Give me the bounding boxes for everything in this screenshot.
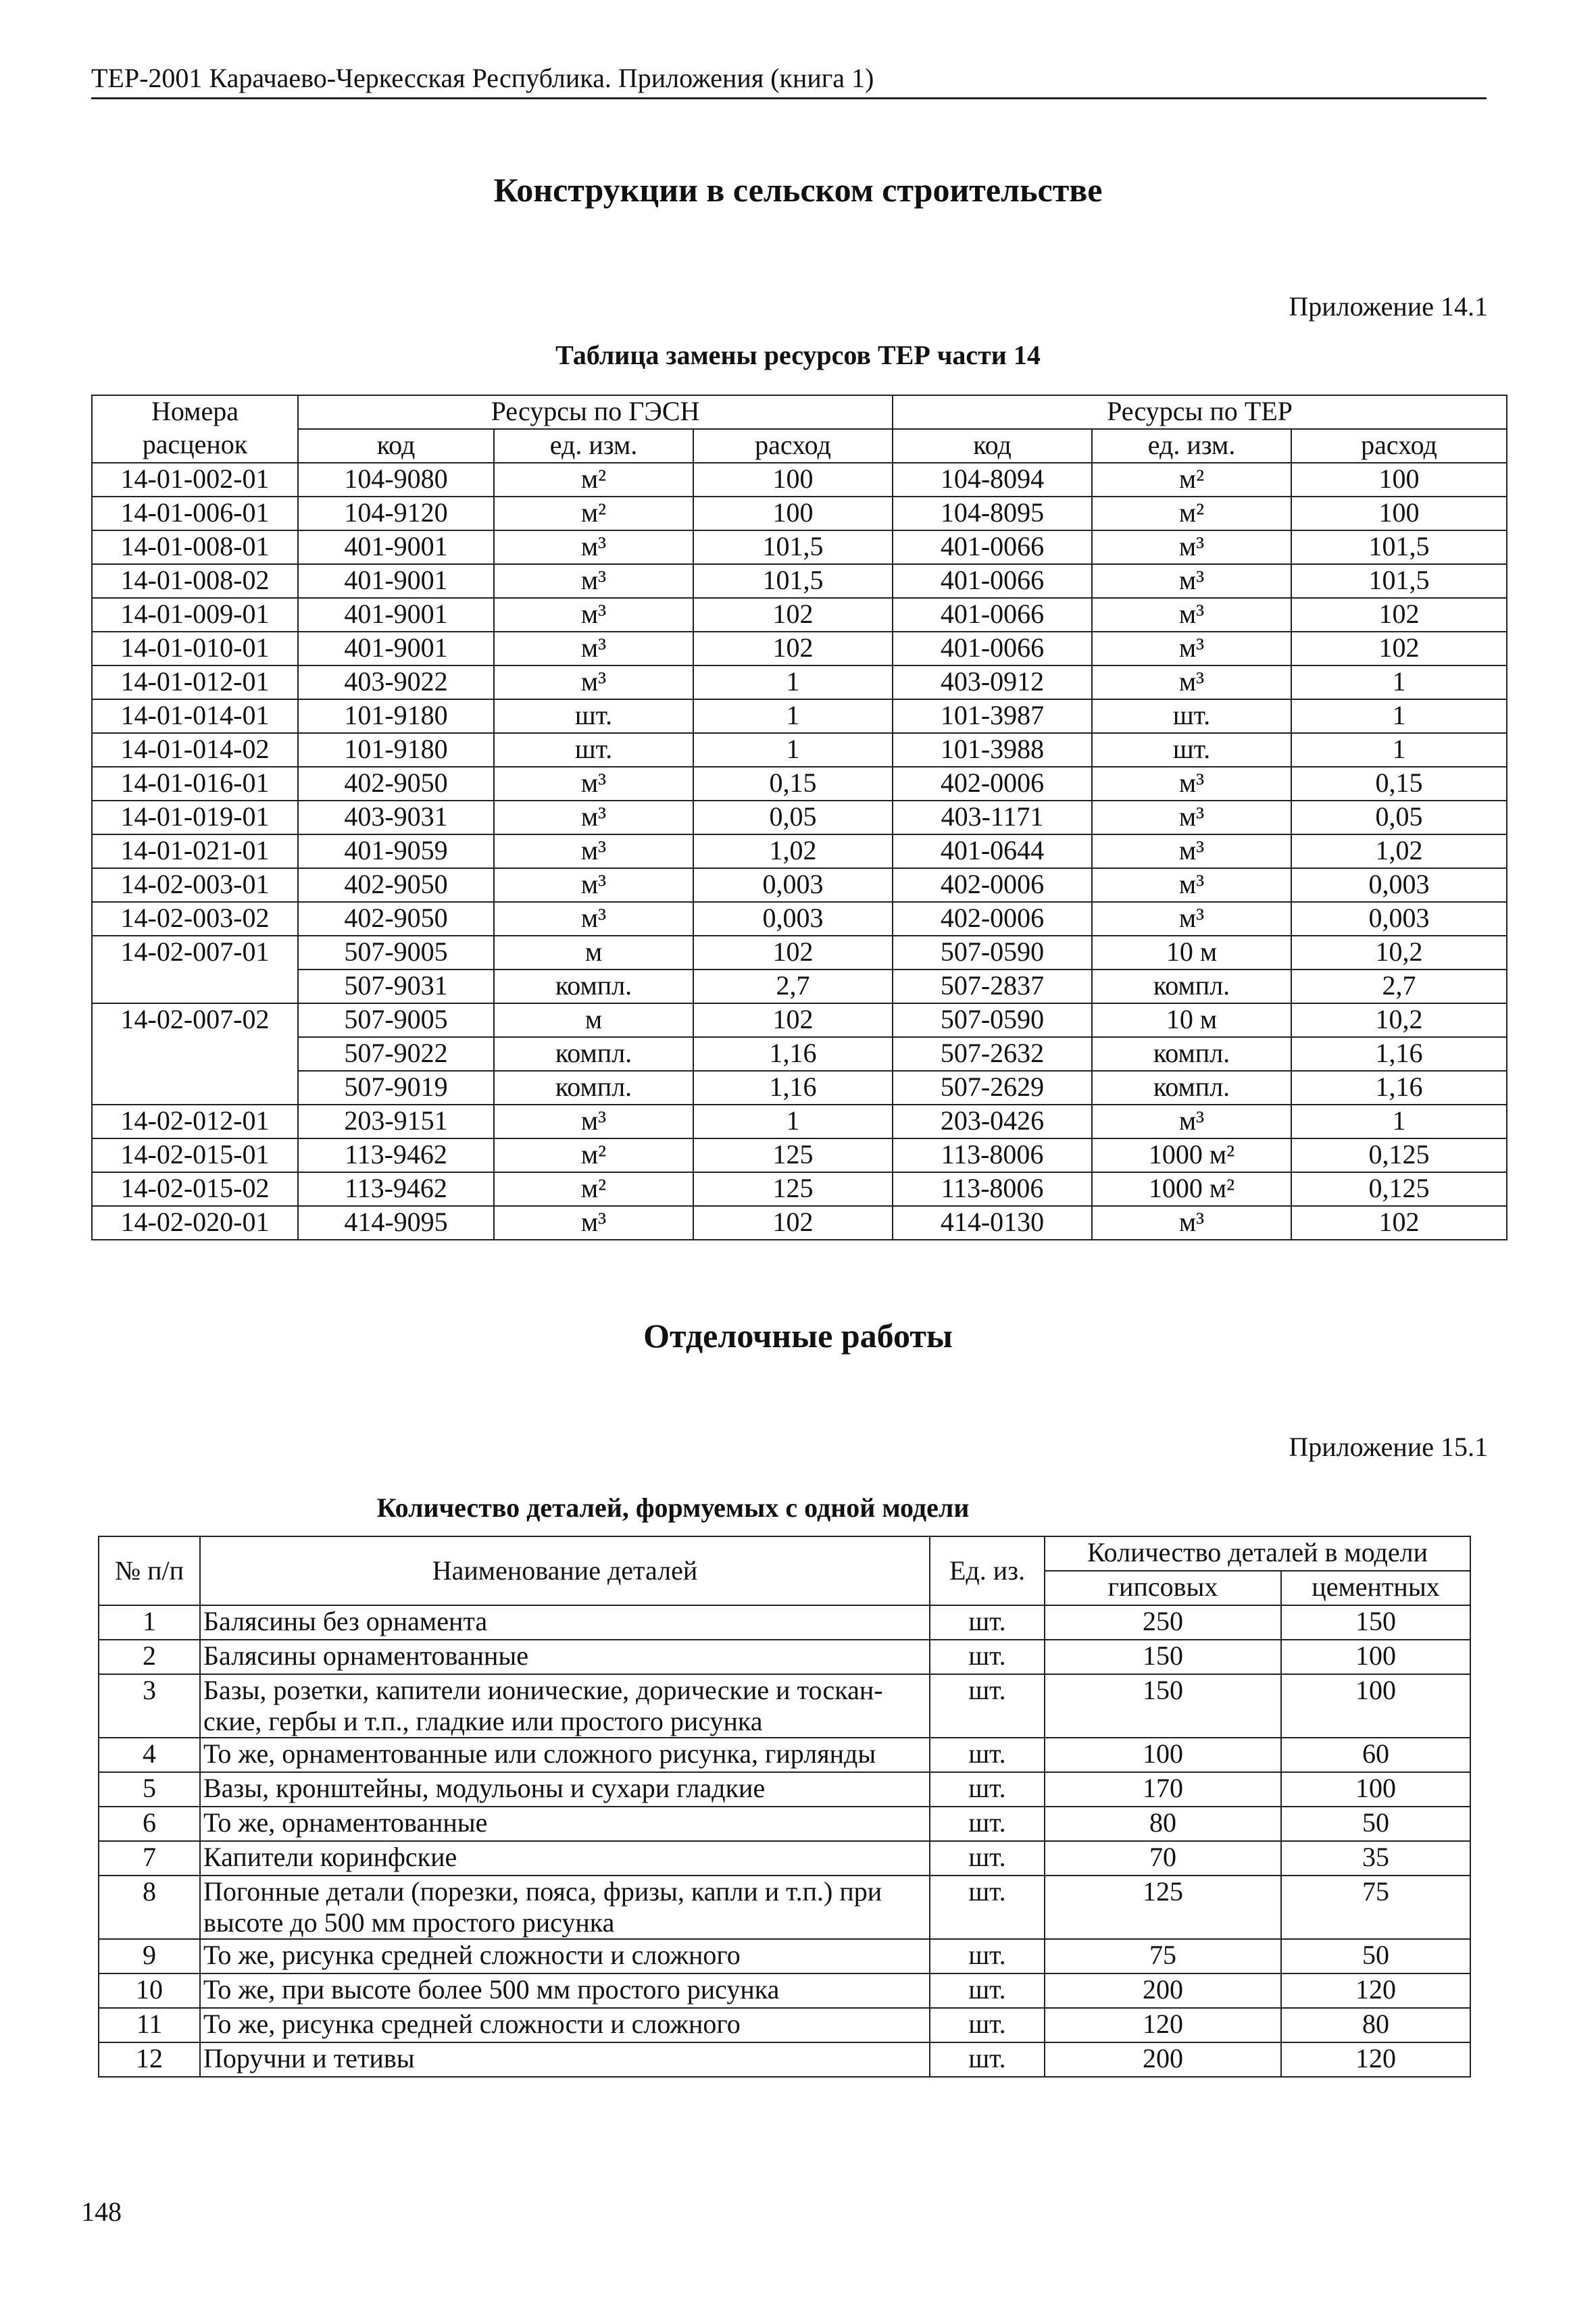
table-cell-tu: 1000 м²	[1092, 1172, 1291, 1206]
table-cell-u: шт.	[930, 1605, 1045, 1640]
table-cell-gu: компл.	[494, 1037, 693, 1071]
table-cell-tr: 0,003	[1291, 868, 1507, 902]
table-cell-gr: 1	[693, 699, 893, 733]
table-cell-gu: м³	[494, 868, 693, 902]
table-row	[92, 632, 1507, 665]
table-cell-tc: 402-0006	[893, 868, 1092, 902]
table-row	[92, 564, 1507, 598]
table-cell-gc: 401-9001	[298, 564, 494, 598]
table-cell-tu: м³	[1092, 801, 1291, 834]
table-cell-gr: 0,05	[693, 801, 893, 834]
table-cell-gu: м³	[494, 1105, 693, 1138]
table-cell-gr: 1	[693, 733, 893, 767]
table-cell-gc: 401-9001	[298, 530, 494, 564]
table-cell-gu: м³	[494, 598, 693, 632]
table-cell-gr: 1,02	[693, 834, 893, 868]
table-cell-g: 150	[1045, 1640, 1281, 1674]
table-cell-tr: 0,125	[1291, 1138, 1507, 1172]
table-cell-name: Вазы, кронштейны, модульоны и сухари гладкие	[200, 1772, 930, 1807]
table-cell-tc: 401-0066	[893, 530, 1092, 564]
col-header-rates: расценок	[92, 429, 298, 463]
table-row	[92, 733, 1507, 767]
table-cell-tr: 1,02	[1291, 834, 1507, 868]
table-cell-tr: 10,2	[1291, 936, 1507, 970]
table-row	[99, 1876, 1470, 1939]
table-cell-tu: 10 м	[1092, 936, 1291, 970]
table-cell-gc: 402-9050	[298, 868, 494, 902]
table-cell-u: шт.	[930, 2042, 1045, 2077]
table-cell-tr: 0,15	[1291, 767, 1507, 801]
table-cell-name: Поручни и тетивы	[200, 2042, 930, 2077]
table-cell-tc: 401-0644	[893, 834, 1092, 868]
table-cell-n: 14-01-006-01	[92, 497, 298, 530]
table-row	[92, 1206, 1507, 1240]
table-cell-tc: 401-0066	[893, 598, 1092, 632]
resources-table-body	[92, 463, 1507, 1240]
table-cell-gc: 403-9022	[298, 665, 494, 699]
table-cell-tc: 507-0590	[893, 1003, 1092, 1037]
details-table-body	[99, 1605, 1470, 2077]
section-title-construction: Конструкции в сельском строительстве	[493, 171, 1103, 209]
table-cell-gc: 403-9031	[298, 801, 494, 834]
table-cell-gu: шт.	[494, 733, 693, 767]
table-cell-n: 14-01-021-01	[92, 834, 298, 868]
col-header-ter: Ресурсы по ТЕР	[893, 395, 1507, 429]
table-cell-gu: компл.	[494, 970, 693, 1003]
table-row	[92, 902, 1507, 936]
table-cell-n: 14-01-009-01	[92, 598, 298, 632]
table-cell-tc: 101-3987	[893, 699, 1092, 733]
table-cell-gc: 401-9001	[298, 632, 494, 665]
table-cell-tr: 0,125	[1291, 1172, 1507, 1206]
table-cell-tc: 101-3988	[893, 733, 1092, 767]
table-cell-tu: м³	[1092, 767, 1291, 801]
table-cell-tr: 100	[1291, 463, 1507, 497]
table-cell-name: Базы, розетки, капители ионические, дорические и тоскан-ские, гербы и т.п., гладкие или простого рисунка	[200, 1674, 930, 1738]
table-cell-gc: 104-9120	[298, 497, 494, 530]
table-cell-n: 14-02-020-01	[92, 1206, 298, 1240]
table-cell-no: 4	[99, 1738, 200, 1772]
table-cell-tc: 113-8006	[893, 1172, 1092, 1206]
page-number: 148	[81, 2196, 122, 2227]
table-cell-no: 7	[99, 1841, 200, 1876]
table-cell-gr: 125	[693, 1138, 893, 1172]
table-cell-gu: м³	[494, 767, 693, 801]
table-cell-g: 75	[1045, 1939, 1281, 1973]
table-cell-gu: м²	[494, 1138, 693, 1172]
table-cell-no: 9	[99, 1939, 200, 1973]
table-cell-gu: м³	[494, 632, 693, 665]
table-row	[99, 2042, 1470, 2077]
table-cell-name: Капители коринфские	[200, 1841, 930, 1876]
table-cell-tr: 102	[1291, 598, 1507, 632]
table-row	[92, 936, 1507, 970]
table-cell-tu: м³	[1092, 902, 1291, 936]
table-cell-n: 14-02-007-02	[92, 1003, 298, 1037]
table-cell-tr: 100	[1291, 497, 1507, 530]
table-cell-u: шт.	[930, 1640, 1045, 1674]
appendix-label-15-1: Приложение 15.1	[1289, 1432, 1488, 1462]
table-cell-c: 50	[1281, 1807, 1470, 1841]
table-row	[92, 801, 1507, 834]
table-cell-c: 80	[1281, 2008, 1470, 2042]
table-cell-tc: 401-0066	[893, 564, 1092, 598]
col-header-quantity: Количество деталей в модели	[1045, 1536, 1470, 1571]
table-cell-name: То же, рисунка средней сложности и сложного	[200, 1939, 930, 1973]
table-row	[99, 1973, 1470, 2008]
col-header-gesn-code: код	[298, 429, 494, 463]
table-cell-c: 100	[1281, 1640, 1470, 1674]
table-cell-gc: 507-9019	[298, 1071, 494, 1105]
table-cell-tc: 401-0066	[893, 632, 1092, 665]
table-cell-u: шт.	[930, 1973, 1045, 2008]
table-cell-g: 120	[1045, 2008, 1281, 2042]
col-header-gesn: Ресурсы по ГЭСН	[298, 395, 893, 429]
table-cell-gc: 401-9001	[298, 598, 494, 632]
table-cell-gc: 402-9050	[298, 767, 494, 801]
table-cell-n: 14-02-003-01	[92, 868, 298, 902]
table-cell-gr: 102	[693, 598, 893, 632]
table-cell-tc: 507-2837	[893, 970, 1092, 1003]
table-cell-n	[92, 1071, 298, 1105]
table-row	[92, 497, 1507, 530]
table-row	[92, 767, 1507, 801]
table-cell-g: 80	[1045, 1807, 1281, 1841]
col-header-gypsum: гипсовых	[1045, 1571, 1281, 1605]
table-cell-name: То же, рисунка средней сложности и сложного	[200, 2008, 930, 2042]
table-cell-tr: 1	[1291, 733, 1507, 767]
table-title-resources: Таблица замены ресурсов ТЕР части 14	[555, 340, 1041, 370]
table-cell-c: 150	[1281, 1605, 1470, 1640]
table-cell-gc: 507-9005	[298, 936, 494, 970]
table-row	[99, 1841, 1470, 1876]
table-cell-gu: м³	[494, 665, 693, 699]
table-row	[92, 1105, 1507, 1138]
col-header-cement: цементных	[1281, 1571, 1470, 1605]
table-cell-gc: 101-9180	[298, 733, 494, 767]
details-per-model-table	[98, 1536, 1471, 2078]
table-cell-n: 14-01-008-01	[92, 530, 298, 564]
table-cell-tr: 102	[1291, 632, 1507, 665]
table-cell-gr: 101,5	[693, 564, 893, 598]
table-cell-gu: м³	[494, 564, 693, 598]
table-cell-gr: 101,5	[693, 530, 893, 564]
table-cell-no: 11	[99, 2008, 200, 2042]
table-cell-c: 35	[1281, 1841, 1470, 1876]
table-cell-tc: 104-8094	[893, 463, 1092, 497]
table-cell-g: 200	[1045, 1973, 1281, 2008]
table-cell-tr: 1	[1291, 699, 1507, 733]
table-cell-tu: м³	[1092, 1105, 1291, 1138]
table-cell-gr: 2,7	[693, 970, 893, 1003]
table-cell-no: 3	[99, 1674, 200, 1738]
table-cell-tu: 1000 м²	[1092, 1138, 1291, 1172]
col-header-gesn-unit: ед. изм.	[494, 429, 693, 463]
table-cell-gc: 104-9080	[298, 463, 494, 497]
table-cell-c: 60	[1281, 1738, 1470, 1772]
table-cell-tu: шт.	[1092, 699, 1291, 733]
table-cell-gr: 102	[693, 1003, 893, 1037]
table-cell-tc: 203-0426	[893, 1105, 1092, 1138]
table-cell-n: 14-02-007-01	[92, 936, 298, 970]
running-header: ТЕР-2001 Карачаево-Черкесская Республика. Приложения (книга 1)	[91, 62, 1487, 99]
table-cell-tu: м³	[1092, 632, 1291, 665]
table-cell-n: 14-02-003-02	[92, 902, 298, 936]
table-cell-tu: м³	[1092, 665, 1291, 699]
table-cell-gc: 507-9022	[298, 1037, 494, 1071]
table-cell-c: 100	[1281, 1772, 1470, 1807]
table-cell-n: 14-02-015-02	[92, 1172, 298, 1206]
table-cell-gr: 102	[693, 936, 893, 970]
table-cell-u: шт.	[930, 1876, 1045, 1939]
table-row	[99, 2008, 1470, 2042]
table-row	[92, 463, 1507, 497]
table-cell-n: 14-01-014-02	[92, 733, 298, 767]
table-row	[92, 834, 1507, 868]
table-row	[99, 1772, 1470, 1807]
table-cell-gr: 102	[693, 632, 893, 665]
table-row	[92, 1037, 1507, 1071]
table-cell-name: Погонные детали (порезки, пояса, фризы, капли и т.п.) при высоте до 500 мм простого рисунка	[200, 1876, 930, 1939]
table-cell-gu: м²	[494, 497, 693, 530]
table-cell-gr: 125	[693, 1172, 893, 1206]
table-cell-no: 10	[99, 1973, 200, 2008]
table-cell-gu: м²	[494, 1172, 693, 1206]
table-cell-tu: шт.	[1092, 733, 1291, 767]
table-cell-no: 2	[99, 1640, 200, 1674]
table-row	[92, 1172, 1507, 1206]
table-cell-gu: м³	[494, 530, 693, 564]
table-cell-gc: 113-9462	[298, 1138, 494, 1172]
table-cell-tc: 104-8095	[893, 497, 1092, 530]
table-cell-u: шт.	[930, 1841, 1045, 1876]
table-cell-tr: 102	[1291, 1206, 1507, 1240]
table-cell-gr: 1,16	[693, 1071, 893, 1105]
table-cell-gc: 401-9059	[298, 834, 494, 868]
table-cell-u: шт.	[930, 1939, 1045, 1973]
table-cell-tu: м³	[1092, 868, 1291, 902]
table-cell-no: 1	[99, 1605, 200, 1640]
table-cell-n: 14-01-010-01	[92, 632, 298, 665]
table-cell-gr: 102	[693, 1206, 893, 1240]
table-cell-tu: компл.	[1092, 1037, 1291, 1071]
table-cell-tr: 1	[1291, 1105, 1507, 1138]
table-cell-tc: 507-2629	[893, 1071, 1092, 1105]
table-row	[92, 970, 1507, 1003]
table-cell-gc: 402-9050	[298, 902, 494, 936]
col-header-gesn-rate: расход	[693, 429, 893, 463]
table-cell-tu: м³	[1092, 564, 1291, 598]
table-row	[92, 868, 1507, 902]
table-cell-gu: м²	[494, 463, 693, 497]
table-row	[92, 1071, 1507, 1105]
table-cell-gu: м	[494, 1003, 693, 1037]
table-cell-g: 150	[1045, 1674, 1281, 1738]
appendix-label-14-1: Приложение 14.1	[1289, 291, 1488, 322]
table-row	[99, 1674, 1470, 1738]
table-row	[92, 665, 1507, 699]
table-cell-tr: 0,05	[1291, 801, 1507, 834]
table-cell-gc: 101-9180	[298, 699, 494, 733]
table-cell-gr: 100	[693, 497, 893, 530]
table-cell-gr: 0,15	[693, 767, 893, 801]
table-cell-tu: компл.	[1092, 970, 1291, 1003]
table-cell-tu: 10 м	[1092, 1003, 1291, 1037]
table-cell-gc: 203-9151	[298, 1105, 494, 1138]
table-title-details: Количество деталей, формуемых с одной модели	[376, 1492, 970, 1523]
table-cell-tc: 402-0006	[893, 767, 1092, 801]
table-cell-g: 200	[1045, 2042, 1281, 2077]
table-cell-tc: 414-0130	[893, 1206, 1092, 1240]
table-cell-g: 100	[1045, 1738, 1281, 1772]
table-cell-gc: 507-9005	[298, 1003, 494, 1037]
table-row	[92, 1138, 1507, 1172]
col-header-name: Наименование деталей	[200, 1536, 930, 1605]
col-header-ter-unit: ед. изм.	[1092, 429, 1291, 463]
table-cell-tr: 0,003	[1291, 902, 1507, 936]
table-cell-tc: 507-2632	[893, 1037, 1092, 1071]
table-row	[92, 530, 1507, 564]
col-header-ter-code: код	[893, 429, 1092, 463]
col-header-ter-rate: расход	[1291, 429, 1507, 463]
table-row	[99, 1605, 1470, 1640]
table-cell-name: То же, орнаментованные или сложного рисунка, гирлянды	[200, 1738, 930, 1772]
table-cell-no: 12	[99, 2042, 200, 2077]
table-cell-tu: компл.	[1092, 1071, 1291, 1105]
table-cell-c: 120	[1281, 1973, 1470, 2008]
table-cell-g: 170	[1045, 1772, 1281, 1807]
table-cell-gc: 507-9031	[298, 970, 494, 1003]
table-cell-n: 14-01-019-01	[92, 801, 298, 834]
table-cell-u: шт.	[930, 1674, 1045, 1738]
table-cell-tu: м³	[1092, 834, 1291, 868]
table-cell-gu: шт.	[494, 699, 693, 733]
col-header-num: № п/п	[99, 1536, 200, 1605]
table-cell-gu: м³	[494, 1206, 693, 1240]
table-cell-g: 250	[1045, 1605, 1281, 1640]
table-cell-tc: 507-0590	[893, 936, 1092, 970]
table-cell-tu: м²	[1092, 497, 1291, 530]
table-row	[92, 1003, 1507, 1037]
table-cell-n: 14-01-008-02	[92, 564, 298, 598]
table-cell-tc: 403-0912	[893, 665, 1092, 699]
table-cell-no: 5	[99, 1772, 200, 1807]
table-cell-tu: м³	[1092, 1206, 1291, 1240]
table-cell-name: То же, при высоте более 500 мм простого рисунка	[200, 1973, 930, 2008]
table-cell-tr: 1,16	[1291, 1071, 1507, 1105]
table-row	[99, 1807, 1470, 1841]
table-cell-tr: 10,2	[1291, 1003, 1507, 1037]
table-cell-gr: 1,16	[693, 1037, 893, 1071]
table-cell-tr: 2,7	[1291, 970, 1507, 1003]
section-title-finishing: Отделочные работы	[643, 1317, 953, 1355]
resources-replacement-table	[91, 395, 1507, 1240]
table-cell-gr: 100	[693, 463, 893, 497]
table-cell-tu: м²	[1092, 463, 1291, 497]
table-cell-n: 14-02-012-01	[92, 1105, 298, 1138]
table-cell-gc: 113-9462	[298, 1172, 494, 1206]
table-cell-tc: 113-8006	[893, 1138, 1092, 1172]
table-cell-gu: м³	[494, 902, 693, 936]
table-cell-n: 14-02-015-01	[92, 1138, 298, 1172]
table-cell-name: То же, орнаментованные	[200, 1807, 930, 1841]
table-cell-u: шт.	[930, 1772, 1045, 1807]
table-cell-g: 125	[1045, 1876, 1281, 1939]
table-cell-u: шт.	[930, 1807, 1045, 1841]
table-cell-gr: 0,003	[693, 868, 893, 902]
table-cell-n: 14-01-014-01	[92, 699, 298, 733]
table-cell-n: 14-01-016-01	[92, 767, 298, 801]
table-cell-tr: 101,5	[1291, 530, 1507, 564]
table-cell-tu: м³	[1092, 598, 1291, 632]
table-cell-tc: 402-0006	[893, 902, 1092, 936]
table-cell-gr: 0,003	[693, 902, 893, 936]
table-cell-no: 6	[99, 1807, 200, 1841]
table-cell-n	[92, 970, 298, 1003]
table-cell-u: шт.	[930, 1738, 1045, 1772]
table-cell-gc: 414-9095	[298, 1206, 494, 1240]
table-cell-tr: 1,16	[1291, 1037, 1507, 1071]
table-cell-tc: 403-1171	[893, 801, 1092, 834]
table-cell-gu: м³	[494, 834, 693, 868]
table-cell-gu: компл.	[494, 1071, 693, 1105]
table-cell-g: 70	[1045, 1841, 1281, 1876]
col-header-unit: Ед. из.	[930, 1536, 1045, 1605]
table-cell-c: 75	[1281, 1876, 1470, 1939]
table-cell-name: Балясины без орнамента	[200, 1605, 930, 1640]
table-cell-c: 100	[1281, 1674, 1470, 1738]
table-row	[99, 1939, 1470, 1973]
table-cell-gr: 1	[693, 665, 893, 699]
table-cell-n: 14-01-002-01	[92, 463, 298, 497]
table-cell-gu: м³	[494, 801, 693, 834]
table-cell-tr: 101,5	[1291, 564, 1507, 598]
table-cell-tu: м³	[1092, 530, 1291, 564]
table-cell-c: 50	[1281, 1939, 1470, 1973]
table-cell-n	[92, 1037, 298, 1071]
table-cell-tr: 1	[1291, 665, 1507, 699]
table-cell-name: Балясины орнаментованные	[200, 1640, 930, 1674]
table-row	[92, 699, 1507, 733]
table-cell-u: шт.	[930, 2008, 1045, 2042]
table-row	[92, 598, 1507, 632]
table-row	[99, 1640, 1470, 1674]
table-cell-n: 14-01-012-01	[92, 665, 298, 699]
table-cell-no: 8	[99, 1876, 200, 1939]
table-row	[99, 1738, 1470, 1772]
table-cell-c: 120	[1281, 2042, 1470, 2077]
table-cell-gu: м	[494, 936, 693, 970]
table-cell-gr: 1	[693, 1105, 893, 1138]
col-header-numbers: Номера	[92, 395, 298, 429]
